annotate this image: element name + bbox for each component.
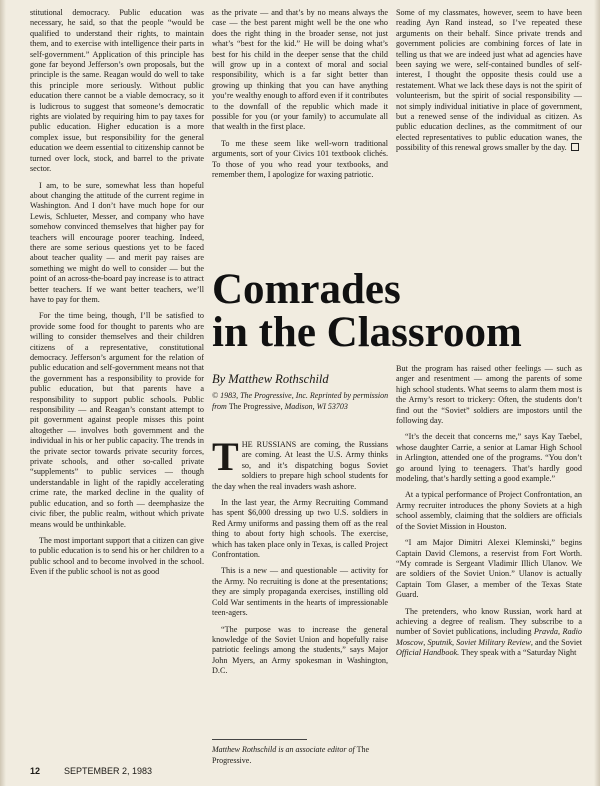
previous-article-column-3 [396, 8, 582, 258]
page-edge-left [0, 0, 6, 786]
paragraph: as the private — and that’s by no means always the case — the best parent might well be the one who does the right thing in the broader sense, not just what’s “best for the kid.” He will be doing what’s best for his child in the deeper sense that the child will grow up in a context of moral and social responsibility, which is a far sight better than growing up thinking that you can have anything you’re wealthy enough to afford even if it contributes to the downfall of the republic which made it possible for you (or your family) to accumulate all that wealth in the first place. [212, 8, 388, 132]
drop-cap: T [212, 440, 239, 479]
paragraph: In the last year, the Army Recruiting Command has spent $6,000 dressing up two U.S. soldiers in Red Army uniforms and passing them off as the real thing to about forty high schools. The exercise, which has taken place only in Texas, is called Project Confrontation. [212, 498, 388, 560]
previous-article-column-2 [212, 8, 388, 258]
paragraph: For the time being, though, I’ll be satisfied to provide some food for thought to parents who are willing to consider themselves and their children citizens of a representative, constitutional democracy. Jefferson’s argument for the relation of public education and self-government means not that the government has a responsibility to provide for public education, but that parents have a responsibility to support public schools. Public responsibility — and Reagan’s constant attempt to pit government against people misses this point altogether — involves both government and the individual in his or her public capacity. The trends in the private sector towards private security forces, private schools, and other so-called private “supplements” to public services — though understandable in light of the rapidly accelerating crime rate, the marked decline in the quality of public education, and so forth — deemphasize the civic fiber, the public realm, without which private means would be unthinkable. [30, 311, 204, 529]
paragraph: But the program has raised other feelings — such as anger and resentment — among the parents of some high school students. What seems to alarm them most is the Army’s resort to trickery: Often, the students don’t find out the “Soviet” soldiers are impostors until the following day. [396, 364, 582, 426]
paragraph: At a typical performance of Project Confrontation, an Army recruiter introduces the phony Soviets at a high school assembly, claiming that the soldiers are officials of the Soviet Mission in Houston. [396, 490, 582, 531]
article-body-column-2 [212, 440, 388, 732]
footnote-rule [212, 739, 307, 740]
paragraph: The most important support that a citizen can give to public education is to send his or her children to a public school and to become involved in the school. Even if the public school is not as good [30, 535, 204, 577]
paragraph: HE RUSSIANS are coming, the Russians are coming. At least the U.S. Army thinks so, and it’s dispatching bogus Soviet soldiers to prepare high school students for the day when the real invaders wash ashore. [212, 440, 388, 491]
article-headline [212, 268, 592, 354]
paragraph: The pretenders, who know Russian, work hard at achieving a degree of realism. They subscribe to a number of Soviet publications, including Pravda, Radio Moscow, Sputnik, Soviet Military Review, and the Soviet Official Handbook. They speak with a “Saturday Night [396, 606, 582, 658]
paragraph: This is a new — and questionable — activity for the Army. No recruiting is done at the presentations; they are simply propaganda exercises, instilling old Cold War sentiments in the hearts of impressionable teen-agers. [212, 566, 388, 618]
headline-line-2: in the Classroom [212, 309, 522, 356]
paragraph: “I am Major Dimitri Alexei Kleminski,” begins Captain David Clemons, a reservist from Fort Worth. “My comrade is Sergeant Vladimir Illich Ulanov. We are soldiers of the Soviet Union.” Ulanov is actually Captain Tom Glaser, a member of the Texas State Guard. [396, 538, 582, 600]
end-of-article-mark [571, 143, 579, 151]
reprint-credit: © 1983, The Progressive, Inc. Reprinted by permission from The Progressive, Madison, WI 53703 [212, 391, 389, 411]
paragraph: Some of my classmates, however, seem to have been reading Ayn Rand instead, so I’ve repeated these arguments on their behalf. Since private trends and government policies are combining forces of late in telling us that we are indeed just what ad agencies have been saying we were, self-contained bundles of self-interest, I thought the opposite thesis could use a restatement. What we lack these days is not the spirit of volunteerism, but the spirit of social responsibility — not simply individual initiative in place of government, but a renewed sense of the individual as citizen. As public education declines, as the commitment of our elected representatives to public education wanes, the possibility of this renewal grows smaller by the day. [396, 8, 582, 153]
author-note: Matthew Rothschild is an associate editor of The Progressive. [212, 745, 370, 765]
paragraph: “The purpose was to increase the general knowledge of the Soviet Union and hopefully raise patriotic feelings among the students,” says Major John Myers, an Army spokesman in Washington, D.C. [212, 624, 388, 676]
article-body-column-3 [396, 364, 582, 760]
issue-date: SEPTEMBER 2, 1983 [64, 766, 153, 776]
paragraph: “It’s the deceit that concerns me,” says Kay Taebel, whose daughter Carrie, a senior at Lamar High School in Arlington, attended one of the programs. “You don’t go around lying to teenagers. That’s hardly good modeling, that’s hardly setting a good example.” [396, 432, 582, 484]
page-edge-right [594, 0, 600, 786]
article-byline: By Matthew Rothschild [212, 372, 329, 386]
page-footer [30, 766, 152, 776]
paragraph: To me these seem like well-worn traditional arguments, sort of your Civics 101 textbook clichés. To those of you who read your textbooks, and remember them, I apologize for waxing patriotic. [212, 138, 388, 180]
paragraph: stitutional democracy. Public education was necessary, he said, so that the people “would be qualified to understand their rights, to maintain them, and to exercise with intelligence their parts in self-government.” Application of this principle has gone far beyond Jefferson’s own proposals, but the principle is the same. Reagan would do well to take this principle more seriously. Without public education there cannot be a viable democracy, so it is ludicrous to suggest that someone’s democratic rights are violated by requiring him to pay taxes for public education. Higher education is a more complex issue, but responsibility for the general education we deem essential to citizenship cannot be turned over lock, stock, and barrel to the private sector. [30, 8, 204, 174]
page-number: 12 [30, 766, 41, 776]
previous-article-column-1 [30, 8, 204, 760]
headline-line-1: Comrades [212, 266, 401, 313]
paragraph: I am, to be sure, somewhat less than hopeful about changing the attitude of the current regime in Washington. And I don’t have much hope for our Lewis, Schlueter, Messer, and company who have somehow convinced themselves that higher pay for teachers will encourage poorer teaching. Indeed, there are some serious questions yet to be faced about teacher quality — and merit pay raises are something we might do well to consider — but the point of an across-the-board pay increase is to attract better teachers. If we want better teachers, we’ll have to pay for them. [30, 180, 204, 304]
